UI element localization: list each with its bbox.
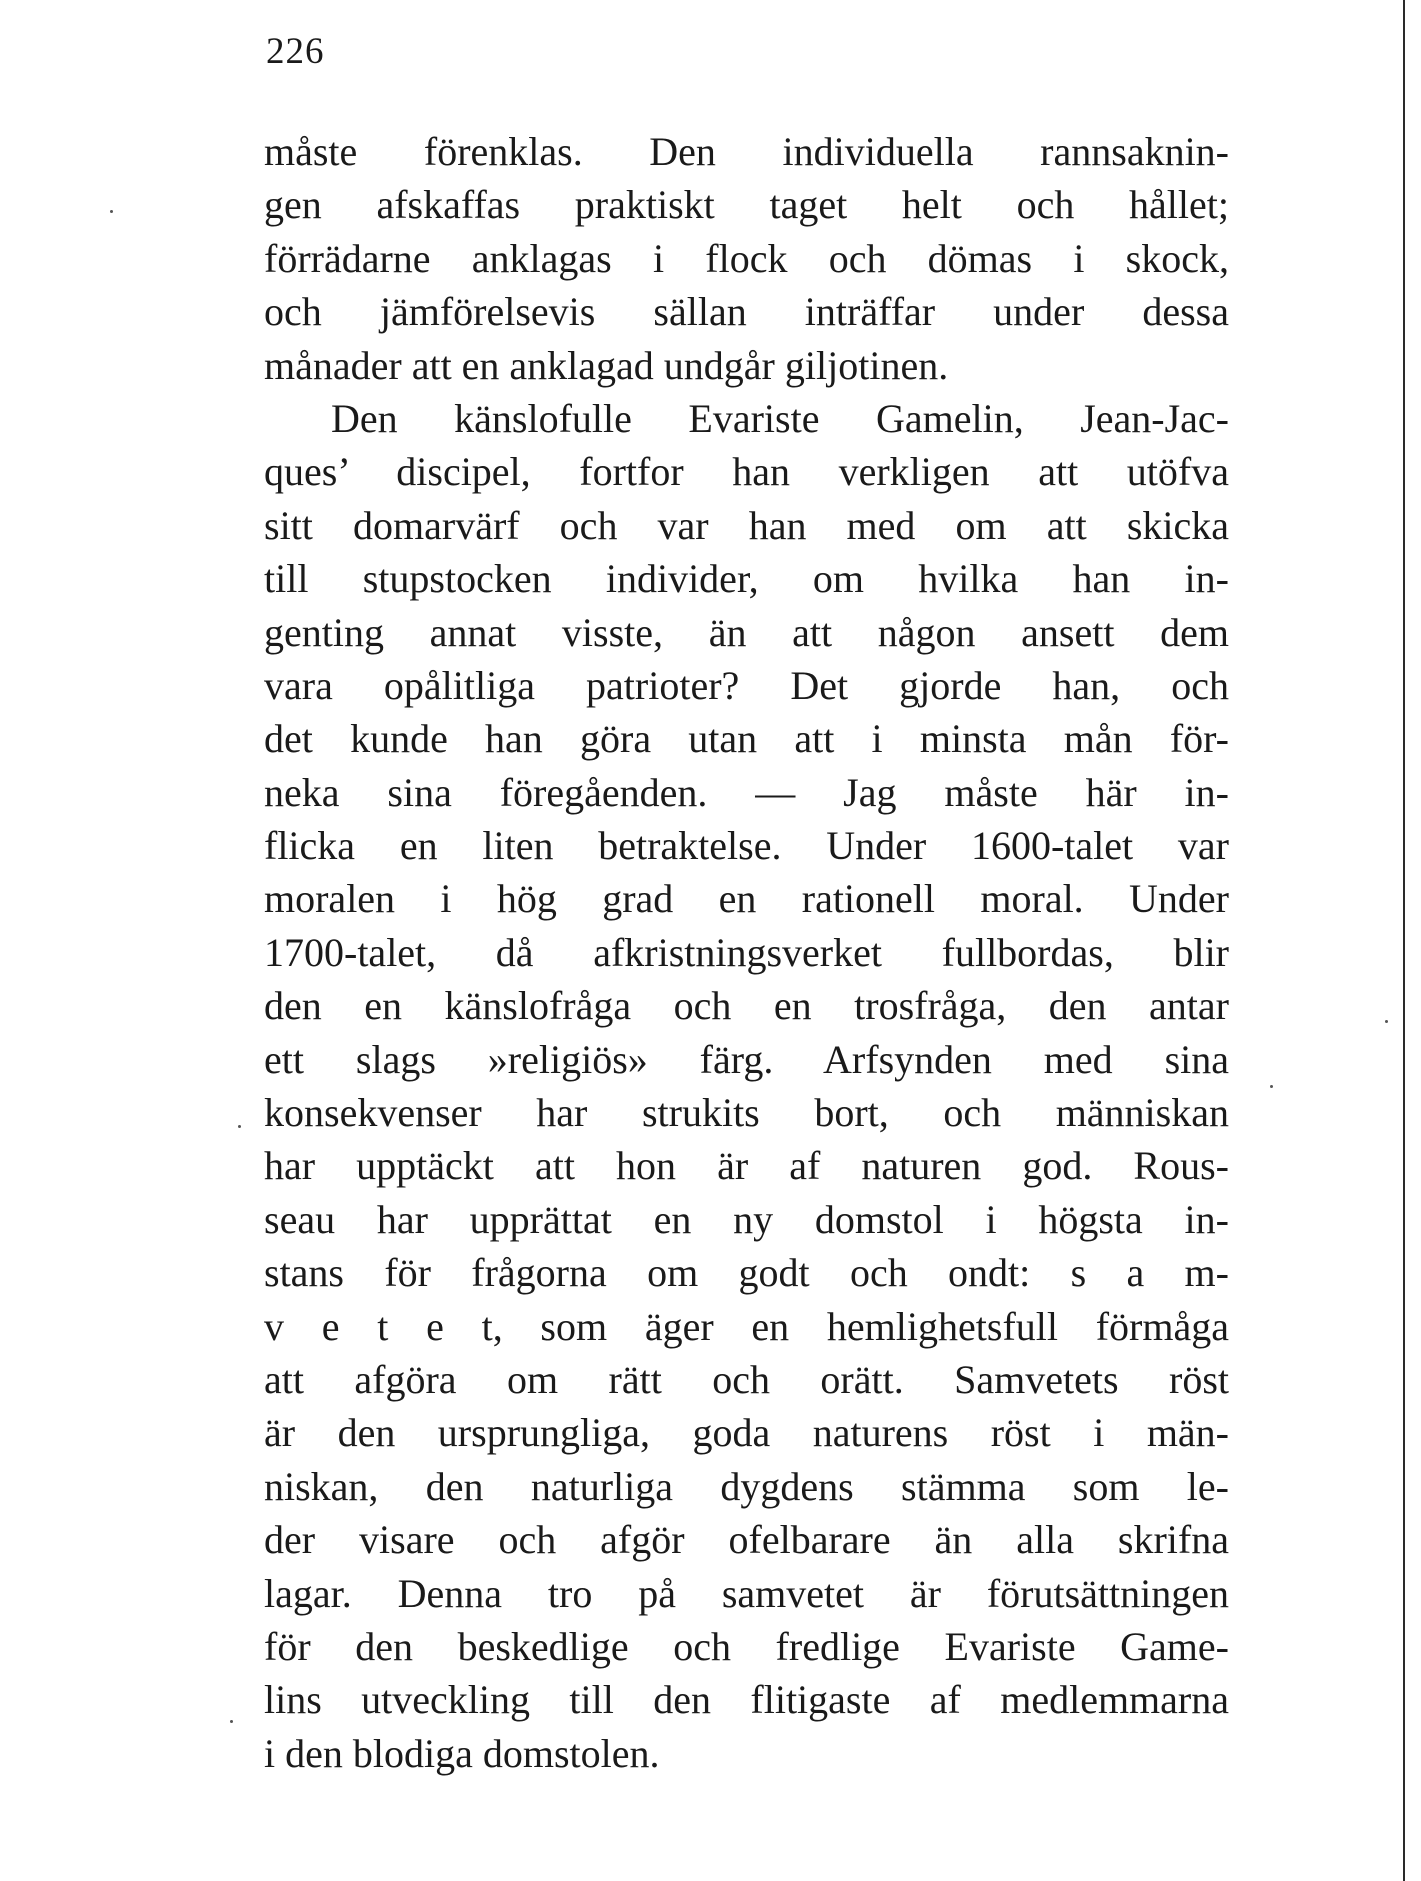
text-line: flicka en liten betraktelse. Under 1600-talet var — [264, 823, 1229, 869]
text-line: till stupstocken individer, om hvilka han in- — [264, 556, 1229, 602]
paragraph-start-line: Den känslofulle Evariste Gamelin, Jean-Jac- — [331, 395, 1229, 441]
text-line: ques’ discipel, fortfor han verkligen att utöfva — [264, 449, 1229, 495]
text-line: för den beskedlige och fredlige Evariste Game- — [264, 1623, 1229, 1669]
text-line: sitt domarvärf och var han med om att skicka — [264, 502, 1229, 548]
scan-speck — [230, 1720, 233, 1723]
text-line: i den blodiga domstolen. — [264, 1730, 660, 1776]
text-line: månader att en anklagad undgår giljotinen. — [264, 342, 949, 388]
scan-speck — [110, 210, 113, 213]
scan-speck — [238, 1125, 241, 1128]
text-line: lins utveckling till den flitigaste af medlemmarna — [264, 1677, 1229, 1723]
scan-speck — [1385, 1020, 1388, 1023]
scan-speck — [1270, 1085, 1273, 1088]
text-line: att afgöra om rätt och orätt. Samvetets röst — [264, 1356, 1229, 1402]
text-line: lagar. Denna tro på samvetet är förutsättningen — [264, 1570, 1229, 1616]
text-line: måste förenklas. Den individuella rannsaknin- — [264, 129, 1229, 174]
text-line: ett slags »religiös» färg. Arfsynden med sina — [264, 1036, 1229, 1082]
text-line: den en känslofråga och en trosfråga, den antar — [264, 983, 1229, 1029]
text-line: det kunde han göra utan att i minsta mån för- — [264, 716, 1229, 762]
text-line: neka sina föregåenden. — Jag måste här in- — [264, 769, 1229, 815]
page-number: 226 — [266, 31, 325, 72]
text-line: gen afskaffas praktiskt taget helt och hållet; — [264, 182, 1229, 228]
text-line: och jämförelsevis sällan inträffar under dessa — [264, 289, 1229, 335]
body-text — [264, 125, 1229, 1780]
text-line: förrädarne anklagas i flock och dömas i skock, — [264, 235, 1229, 281]
text-line: är den ursprungliga, goda naturens röst i män- — [264, 1410, 1229, 1456]
text-line: stans för frågorna om godt och ondt: s a m- — [264, 1250, 1229, 1296]
text-line: der visare och afgör ofelbarare än alla skrifna — [264, 1517, 1229, 1563]
text-line: vara opålitliga patrioter? Det gjorde han, och — [264, 662, 1229, 708]
page-edge-line — [1403, 0, 1405, 1881]
text-line: genting annat visste, än att någon ansett dem — [264, 609, 1229, 655]
text-line: v e t e t, som äger en hemlighetsfull förmåga — [264, 1303, 1229, 1349]
text-line: seau har upprättat en ny domstol i högsta in- — [264, 1196, 1229, 1242]
text-line: har upptäckt att hon är af naturen god. Rous- — [264, 1143, 1229, 1189]
text-line: konsekvenser har strukits bort, och människan — [264, 1090, 1229, 1136]
text-line: 1700-talet, då afkristningsverket fullbordas, blir — [264, 929, 1229, 975]
text-line: moralen i hög grad en rationell moral. Under — [264, 876, 1229, 922]
text-line: niskan, den naturliga dygdens stämma som le- — [264, 1463, 1229, 1509]
